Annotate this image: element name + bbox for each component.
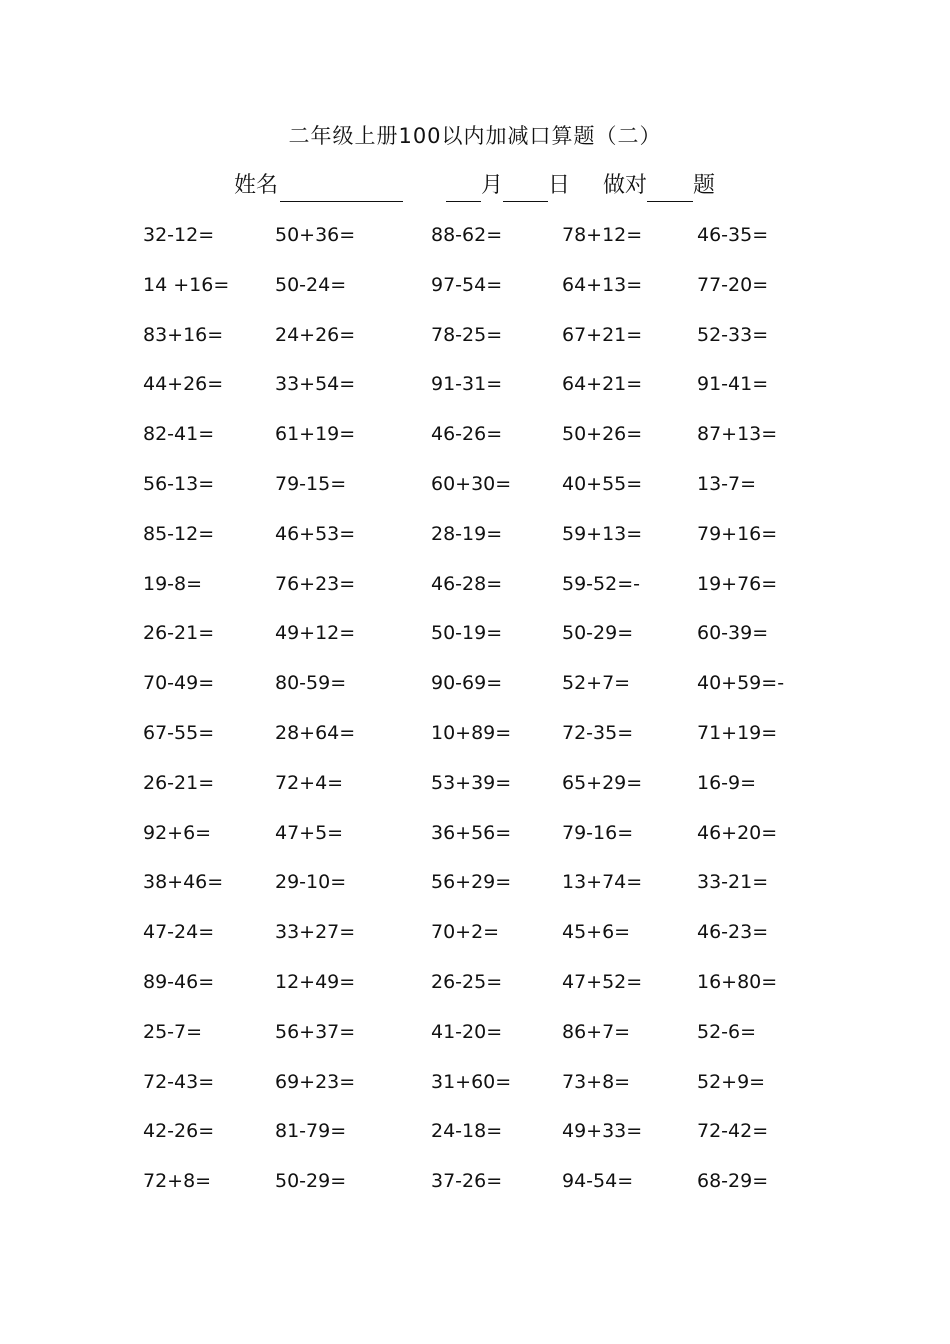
problem-row (0, 324, 950, 354)
math-problem[interactable]: 61+19= (275, 423, 356, 446)
math-problem[interactable]: 79-15= (275, 473, 347, 495)
math-problem[interactable]: 13+74= (562, 871, 643, 894)
math-problem[interactable]: 26-21= (143, 622, 215, 645)
math-problem[interactable]: 52-6= (697, 1020, 757, 1043)
problem-row (0, 1071, 950, 1101)
math-problem[interactable]: 67-55= (143, 722, 215, 744)
problem-row (0, 921, 950, 951)
math-problem[interactable]: 85-12= (143, 522, 215, 545)
month-label: 月 (481, 173, 504, 198)
name-blank[interactable] (280, 201, 403, 202)
math-problem[interactable]: 46-28= (431, 572, 503, 595)
math-problem[interactable]: 47+52= (562, 971, 643, 993)
math-problem[interactable]: 19-8= (143, 572, 203, 595)
math-problem[interactable]: 70-49= (143, 672, 215, 695)
name-label: 姓名 (234, 173, 279, 198)
math-problem[interactable]: 59+13= (562, 522, 643, 545)
math-problem[interactable]: 28-19= (431, 522, 503, 545)
math-problem[interactable]: 46+53= (275, 522, 356, 545)
problem-row (0, 1170, 950, 1200)
math-problem[interactable]: 16+80= (697, 971, 778, 993)
math-problem[interactable]: 64+21= (562, 373, 643, 396)
math-problem[interactable]: 56+29= (431, 871, 512, 894)
math-problem[interactable]: 52+7= (562, 672, 631, 695)
problem-row (0, 224, 950, 254)
math-problem[interactable]: 72-43= (143, 1070, 215, 1093)
math-problem[interactable]: 94-54= (562, 1170, 634, 1193)
problem-row (0, 772, 950, 802)
math-problem[interactable]: 78+12= (562, 224, 643, 246)
worksheet-title: 二年级上册100以内加减口算题（二） (288, 124, 662, 148)
math-problem[interactable]: 72+4= (275, 771, 344, 794)
math-problem[interactable]: 65+29= (562, 771, 643, 794)
math-problem[interactable]: 26-21= (143, 771, 215, 794)
student-info-row (0, 166, 950, 206)
math-problem[interactable]: 13-7= (697, 473, 757, 495)
problem-row (0, 523, 950, 553)
math-problem[interactable]: 77-20= (697, 273, 769, 296)
math-problem[interactable]: 12+49= (275, 971, 356, 993)
math-problem[interactable]: 44+26= (143, 373, 224, 396)
math-problem[interactable]: 49+12= (275, 622, 356, 645)
problem-row (0, 373, 950, 403)
math-problem[interactable]: 49+33= (562, 1120, 643, 1143)
problem-row (0, 672, 950, 702)
math-problem[interactable]: 79+16= (697, 522, 778, 545)
math-problem[interactable]: 83+16= (143, 323, 224, 346)
math-problem[interactable]: 33-21= (697, 871, 769, 894)
math-problem[interactable]: 32-12= (143, 224, 215, 246)
math-problem[interactable]: 33+27= (275, 921, 356, 944)
math-problem[interactable]: 89-46= (143, 971, 215, 993)
math-problem[interactable]: 91-41= (697, 373, 769, 396)
math-problem[interactable]: 60-39= (697, 622, 769, 645)
math-problem[interactable]: 79-16= (562, 821, 634, 844)
problem-row (0, 274, 950, 304)
month-blank[interactable] (446, 201, 481, 202)
math-problem[interactable]: 59-52=- (562, 572, 640, 595)
problem-row (0, 622, 950, 652)
math-problem[interactable]: 88-62= (431, 224, 503, 246)
problem-row (0, 871, 950, 901)
math-problem[interactable]: 76+23= (275, 572, 356, 595)
math-problem[interactable]: 47-24= (143, 921, 215, 944)
math-problem[interactable]: 86+7= (562, 1020, 631, 1043)
math-problem[interactable]: 70+2= (431, 921, 500, 944)
math-problem[interactable]: 60+30= (431, 473, 512, 495)
math-problem[interactable]: 24-18= (431, 1120, 503, 1143)
math-problem[interactable]: 56-13= (143, 473, 215, 495)
math-problem[interactable]: 40+55= (562, 473, 643, 495)
problem-row (0, 1120, 950, 1150)
math-problem[interactable]: 40+59=- (697, 672, 785, 695)
math-problem[interactable]: 10+89= (431, 722, 512, 744)
math-problem[interactable]: 37-26= (431, 1170, 503, 1193)
math-problem[interactable]: 25-7= (143, 1020, 203, 1043)
math-problem[interactable]: 80-59= (275, 672, 347, 695)
math-problem[interactable]: 19+76= (697, 572, 778, 595)
math-problem[interactable]: 81-79= (275, 1120, 347, 1143)
math-problem[interactable]: 46-35= (697, 224, 769, 246)
math-problem[interactable]: 26-25= (431, 971, 503, 993)
math-problem[interactable]: 82-41= (143, 423, 215, 446)
math-problem[interactable]: 67+21= (562, 323, 643, 346)
math-problem[interactable]: 14 +16= (143, 273, 230, 296)
math-problem[interactable]: 78-25= (431, 323, 503, 346)
math-problem[interactable]: 50+26= (562, 423, 643, 446)
math-problem[interactable]: 16-9= (697, 771, 757, 794)
math-problem[interactable]: 33+54= (275, 373, 356, 396)
day-label: 日 (548, 173, 571, 198)
math-problem[interactable]: 42-26= (143, 1120, 215, 1143)
math-problem[interactable]: 50-29= (275, 1170, 347, 1193)
math-problem[interactable]: 53+39= (431, 771, 512, 794)
math-problem[interactable]: 97-54= (431, 273, 503, 296)
math-problem[interactable]: 50-19= (431, 622, 503, 645)
math-problem[interactable]: 45+6= (562, 921, 631, 944)
math-problem[interactable]: 69+23= (275, 1070, 356, 1093)
math-problem[interactable]: 46-26= (431, 423, 503, 446)
math-problem[interactable]: 46-23= (697, 921, 769, 944)
math-problem[interactable]: 68-29= (697, 1170, 769, 1193)
math-problem[interactable]: 90-69= (431, 672, 503, 695)
problem-row (0, 473, 950, 503)
math-problem[interactable]: 47+5= (275, 821, 344, 844)
math-problem[interactable]: 41-20= (431, 1020, 503, 1043)
math-problem[interactable]: 91-31= (431, 373, 503, 396)
problem-row (0, 423, 950, 453)
correct-count-blank[interactable] (647, 201, 693, 202)
problem-row (0, 722, 950, 752)
math-problem[interactable]: 87+13= (697, 423, 778, 446)
math-problem[interactable]: 72-35= (562, 722, 634, 744)
math-problem[interactable]: 29-10= (275, 871, 347, 894)
math-problem[interactable]: 52-33= (697, 323, 769, 346)
math-problem[interactable]: 72+8= (143, 1170, 212, 1193)
problem-row (0, 573, 950, 603)
math-problem[interactable]: 46+20= (697, 821, 778, 844)
problem-row (0, 1021, 950, 1051)
math-problem[interactable]: 38+46= (143, 871, 224, 894)
math-problem[interactable]: 28+64= (275, 722, 356, 744)
math-problem[interactable]: 64+13= (562, 273, 643, 296)
day-blank[interactable] (503, 201, 548, 202)
math-problem[interactable]: 24+26= (275, 323, 356, 346)
math-problem[interactable]: 31+60= (431, 1070, 512, 1093)
math-problem[interactable]: 92+6= (143, 821, 212, 844)
correct-label: 做对 (603, 173, 648, 198)
math-problem[interactable]: 71+19= (697, 722, 778, 744)
math-problem[interactable]: 52+9= (697, 1070, 766, 1093)
problem-row (0, 822, 950, 852)
problem-row (0, 971, 950, 1001)
math-problem[interactable]: 50-24= (275, 273, 347, 296)
question-label: 题 (693, 173, 716, 198)
math-problem[interactable]: 36+56= (431, 821, 512, 844)
math-problem[interactable]: 73+8= (562, 1070, 631, 1093)
math-problem[interactable]: 50+36= (275, 224, 356, 246)
math-problem[interactable]: 72-42= (697, 1120, 769, 1143)
math-problem[interactable]: 50-29= (562, 622, 634, 645)
math-problem[interactable]: 56+37= (275, 1020, 356, 1043)
